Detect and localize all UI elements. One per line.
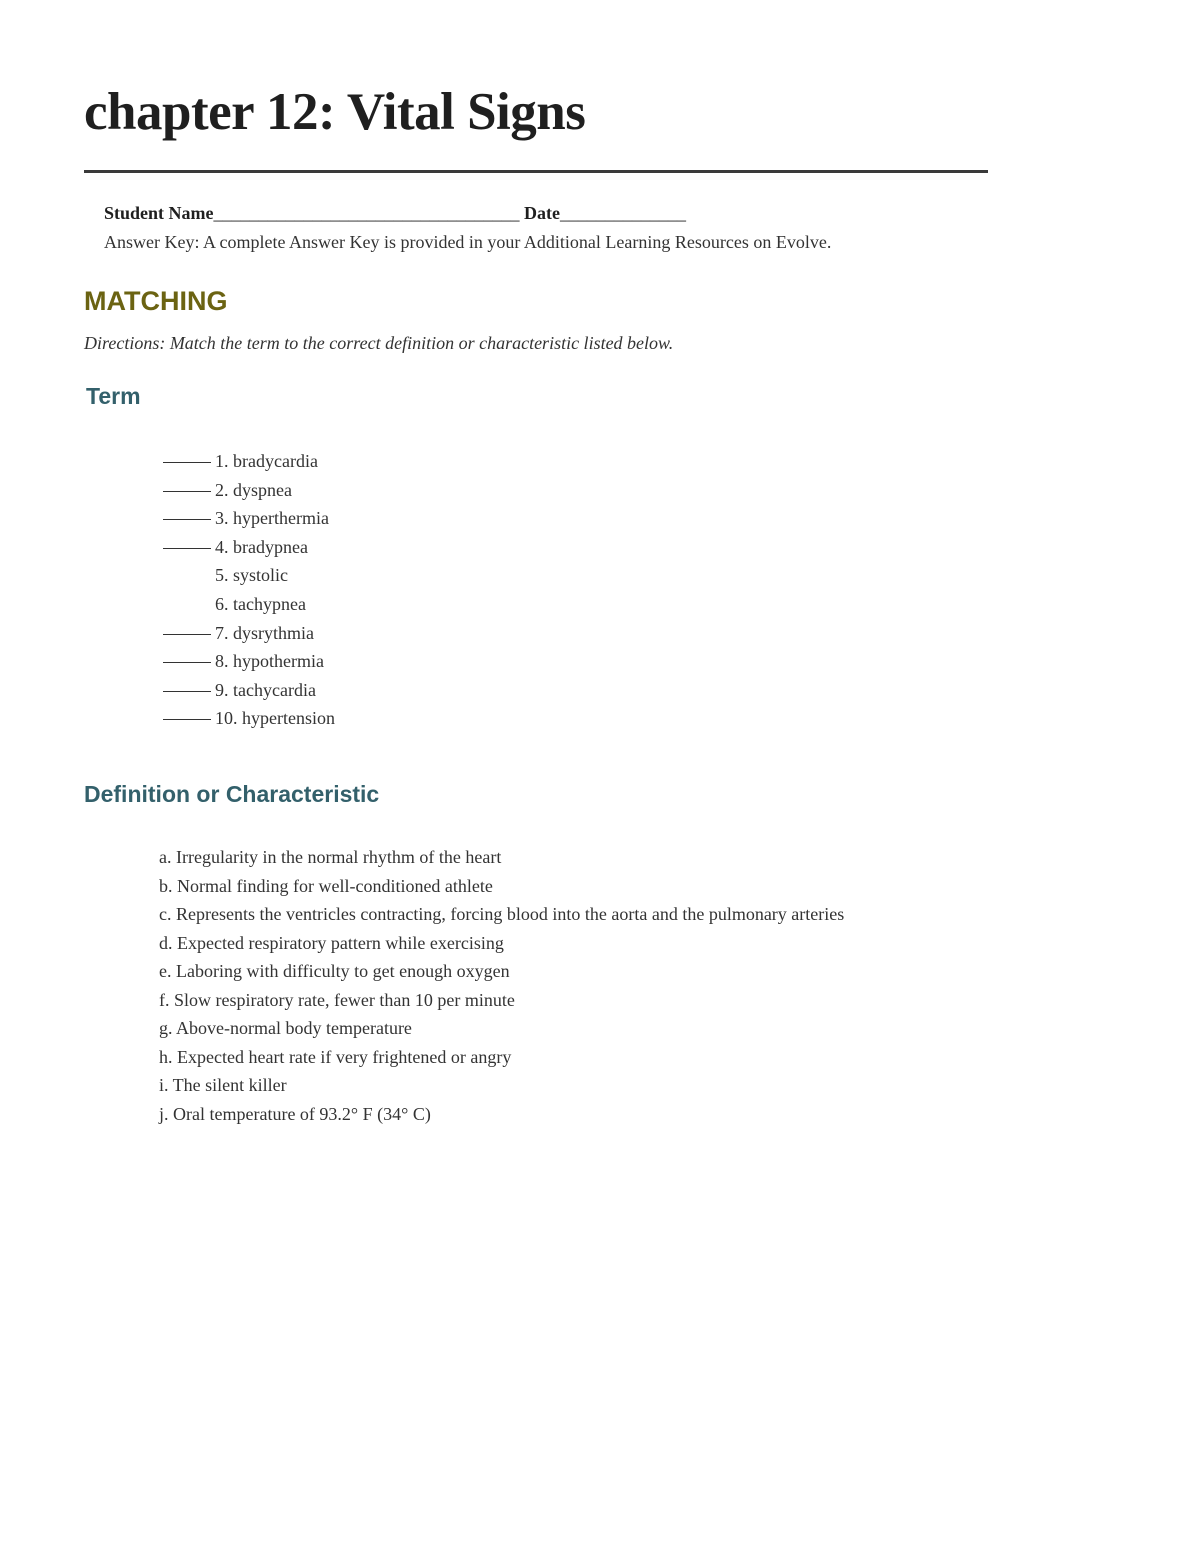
answer-blank [163, 533, 211, 549]
definition-item: a. Irregularity in the normal rhythm of the heart [159, 847, 502, 867]
term-text: 9. tachycardia [215, 679, 316, 700]
term-item [163, 447, 335, 476]
definition-heading: Definition or Characteristic [84, 781, 380, 807]
definition-list [159, 843, 844, 1128]
definition-item: d. Expected respiratory pattern while exercising [159, 932, 504, 953]
definition-item: f. Slow respiratory rate, fewer than 10 per minute [159, 989, 515, 1010]
student-info-line [104, 203, 686, 224]
term-item [163, 504, 335, 533]
matching-heading: MATCHING [84, 286, 228, 316]
title-divider [84, 170, 988, 173]
answer-blank [163, 476, 211, 492]
answer-blank [163, 647, 211, 663]
definition-item: j. Oral temperature of 93.2° F (34° C) [159, 1103, 431, 1124]
answer-blank [163, 504, 211, 520]
term-item [163, 676, 335, 705]
answer-blank [163, 704, 211, 720]
term-text: 6. tachypnea [215, 593, 306, 614]
answer-blank [163, 561, 211, 577]
student-name-blank: __________________________________ [213, 203, 520, 223]
definition-item: h. Expected heart rate if very frightened or angry [159, 1046, 512, 1067]
term-item [163, 619, 335, 648]
page-title: chapter 12: Vital Signs [84, 83, 586, 141]
term-item [163, 590, 335, 619]
term-text: 1. bradycardia [215, 451, 318, 471]
term-text: 8. hypothermia [215, 651, 324, 672]
term-list [163, 447, 335, 733]
answer-blank [163, 590, 211, 606]
date-blank: ______________ [560, 203, 686, 223]
term-text: 4. bradypnea [215, 536, 308, 557]
term-item [163, 704, 335, 733]
term-text: 3. hyperthermia [215, 508, 329, 529]
term-item [163, 647, 335, 676]
answer-blank [163, 676, 211, 692]
definition-item: e. Laboring with difficulty to get enough oxygen [159, 961, 510, 981]
term-text: 10. hypertension [215, 708, 335, 729]
term-item [163, 533, 335, 562]
term-heading: Term [86, 383, 141, 409]
term-text: 2. dyspnea [215, 479, 292, 500]
definition-item: b. Normal finding for well-conditioned athlete [159, 875, 493, 896]
directions-text: Directions: Match the term to the correct definition or characteristic listed below. [84, 333, 674, 353]
answer-blank [163, 619, 211, 635]
term-text: 7. dysrythmia [215, 622, 314, 643]
answer-key-note: Answer Key: A complete Answer Key is provided in your Additional Learning Resources on Evolve. [104, 232, 832, 252]
student-name-label: Student Name [104, 203, 214, 223]
definition-item: i. The silent killer [159, 1075, 287, 1095]
definition-item: g. Above-normal body temperature [159, 1018, 412, 1038]
date-label: Date [524, 203, 560, 223]
answer-blank [163, 447, 211, 463]
term-item [163, 561, 335, 590]
term-item [163, 476, 335, 505]
definition-item: c. Represents the ventricles contracting, forcing blood into the aorta and the pulmonary arteries [159, 904, 845, 924]
term-text: 5. systolic [215, 565, 289, 586]
